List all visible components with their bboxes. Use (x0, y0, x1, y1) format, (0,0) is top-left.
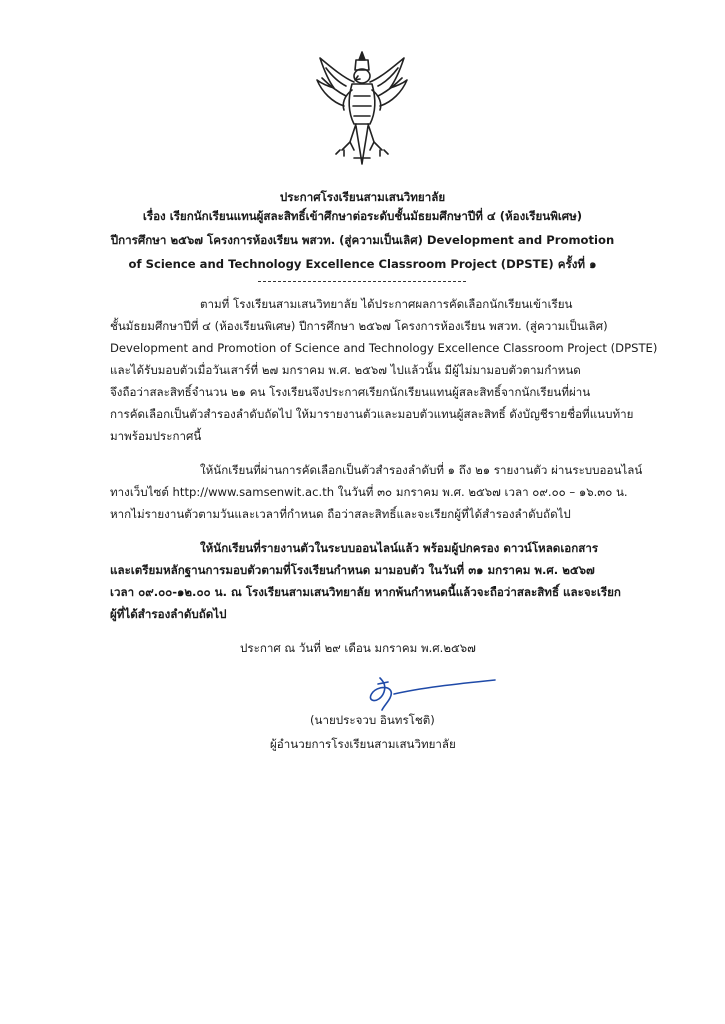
header-divider (258, 281, 466, 282)
garuda-emblem-icon (314, 50, 410, 168)
paragraph2-line: หากไม่รายงานตัวตามวันและเวลาที่กำหนด ถือว่าสละสิทธิ์และจะเรียกผู้ที่ได้สำรองลำดับถัดไป (110, 507, 571, 521)
paragraph1-line: ตามที่ โรงเรียนสามเสนวิทยาลัย ได้ประกาศผลการคัดเลือกนักเรียนเข้าเรียน (200, 297, 573, 311)
signer-position: ผู้อำนวยการโรงเรียนสามเสนวิทยาลัย (270, 737, 456, 751)
paragraph1-line: Development and Promotion of Science and Technology Excellence Classroom Project (DPSTE) (110, 341, 658, 355)
signature-icon (360, 672, 500, 712)
paragraph3-line: และเตรียมหลักฐานการมอบตัวตามที่โรงเรียนกำหนด มามอบตัว ในวันที่ ๓๑ มกราคม พ.ศ. ๒๕๖๗ (110, 563, 595, 577)
paragraph1-line: จึงถือว่าสละสิทธิ์จำนวน ๒๑ คน โรงเรียนจึงประกาศเรียกนักเรียนแทนผู้สละสิทธิ์จากนักเรียนที่ผ่าน (110, 385, 591, 399)
subject-line-1: เรื่อง เรียกนักเรียนแทนผู้สละสิทธิ์เข้าศึกษาต่อระดับชั้นมัธยมศึกษาปีที่ ๔ (ห้องเรียนพิเศษ) (142, 209, 583, 223)
paragraph1-line: และได้รับมอบตัวเมื่อวันเสาร์ที่ ๒๗ มกราคม พ.ศ. ๒๕๖๗ ไปแล้วนั้น มีผู้ไม่มามอบตัวตามกำหนด (110, 363, 581, 377)
paragraph3-line: ให้นักเรียนที่รายงานตัวในระบบออนไลน์แล้ว พร้อมผู้ปกครอง ดาวน์โหลดเอกสาร (200, 541, 599, 555)
announce-date: ประกาศ ณ วันที่ ๒๙ เดือน มกราคม พ.ศ.๒๕๖๗ (240, 641, 476, 655)
subject-line-3: of Science and Technology Excellence Classroom Project (DPSTE) ครั้งที่ ๑ (128, 257, 597, 271)
paragraph3-line: เวลา ๐๙.๐๐-๑๒.๐๐ น. ณ โรงเรียนสามเสนวิทยาลัย หากพ้นกำหนดนี้แล้วจะถือว่าสละสิทธิ์ และจะเรียก (110, 585, 621, 599)
paragraph1-line: มาพร้อมประกาศนี้ (110, 429, 202, 443)
signer-name: (นายประจวบ อินทรโชติ) (310, 713, 435, 727)
paragraph3-line: ผู้ที่ได้สำรองลำดับถัดไป (110, 607, 227, 621)
paragraph2-line: ทางเว็บไซต์ http://www.samsenwit.ac.th ในวันที่ ๓๐ มกราคม พ.ศ. ๒๕๖๗ เวลา ๐๙.๐๐ – ๑๖.๓๐ น. (110, 485, 628, 499)
subject-line-2: ปีการศึกษา ๒๕๖๗ โครงการห้องเรียน พสวท. (สู่ความเป็นเลิศ) Development and Promotion (110, 233, 615, 247)
announcement-title: ประกาศโรงเรียนสามเสนวิทยาลัย (279, 190, 446, 204)
paragraph2-line: ให้นักเรียนที่ผ่านการคัดเลือกเป็นตัวสำรองลำดับที่ ๑ ถึง ๒๑ รายงานตัว ผ่านระบบออนไลน์ (200, 463, 643, 477)
paragraph1-line: การคัดเลือกเป็นตัวสำรองลำดับถัดไป ให้มารายงานตัวและมอบตัวแทนผู้สละสิทธิ์ ดังบัญชีรายชื่อที่แนบท้าย (110, 407, 634, 421)
paragraph1-line: ชั้นมัธยมศึกษาปีที่ ๔ (ห้องเรียนพิเศษ) ปีการศึกษา ๒๕๖๗ โครงการห้องเรียน พสวท. (สู่ความเป็นเลิศ) (110, 319, 608, 333)
